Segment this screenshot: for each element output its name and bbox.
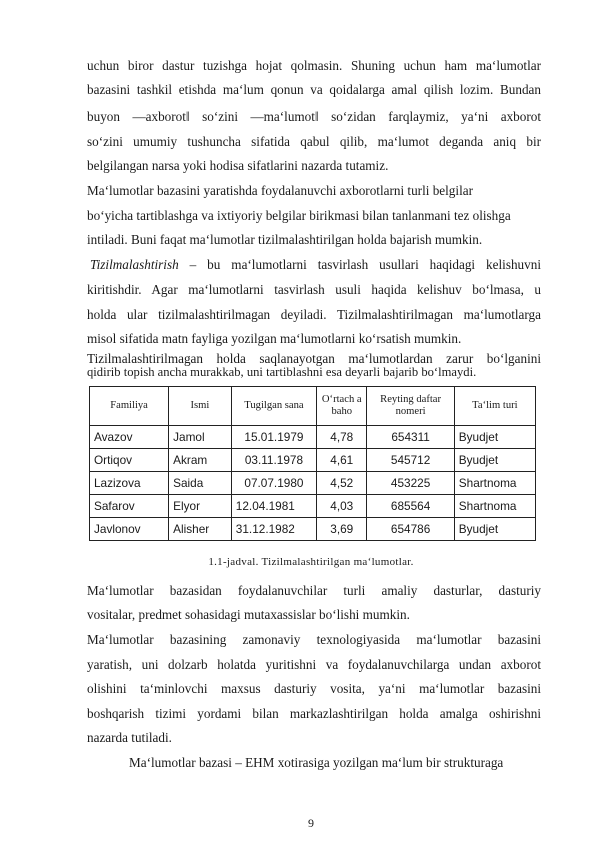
cell-sana: 15.01.1979 [231, 426, 316, 449]
cell-familiya: Avazov [90, 426, 169, 449]
p1-line-5: belgilangan narsa yoki hodisa sifatlarini nazarda tutamiz. [87, 158, 389, 173]
cell-reyting: 545712 [367, 449, 454, 472]
cell-talim: Byudjet [454, 426, 535, 449]
p1-line-3: buyon ―axborot‖ so‘zini ―ma‘lumot‖ so‘zidan farqlaymiz, ya‘ni axborot [87, 109, 541, 124]
p2-line-3: intiladi. Buni faqat ma‘lumotlar tizilmalashtirilgan holda bajarish mumkin. [87, 232, 483, 247]
table-row [90, 518, 536, 541]
header-reyting: Reyting daftar nomeri [367, 387, 454, 426]
table-row [90, 426, 536, 449]
cell-familiya: Ortiqov [90, 449, 169, 472]
cell-baho: 4,61 [317, 449, 367, 472]
term-tizilmalashtirish: Tizilmalashtirish [90, 257, 179, 272]
p1-line-2: bazasini tashkil etishda ma‘lum qonun va qoidalarga amal qilish lozim. Bundan [87, 82, 541, 97]
table-caption: 1.1-jadval. Tizilmalashtirilgan ma‘lumotlar. [208, 556, 414, 568]
cell-familiya: Safarov [90, 495, 169, 518]
p6-line-4: boshqarish tizimi yordami bilan markazlashtirilgan holda amalga oshirishni [87, 706, 541, 721]
cell-baho: 3,69 [317, 518, 367, 541]
cell-baho: 4,03 [317, 495, 367, 518]
header-ismi: Ismi [169, 387, 232, 426]
cell-baho: 4,78 [317, 426, 367, 449]
students-table [89, 386, 536, 541]
cell-talim: Byudjet [454, 449, 535, 472]
header-familiya: Familiya [90, 387, 169, 426]
p3-line-3: holda ular tizilmalashtirilmagan deyiladi. Tizilmalashtirilmagan ma‘lumotlarga [87, 307, 541, 322]
p6-line-1: Ma‘lumotlar bazasining zamonaviy texnologiyasida ma‘lumotlar bazasini [87, 632, 541, 647]
cell-familiya: Javlonov [90, 518, 169, 541]
p4-line-2: qidirib topish ancha murakkab, uni tartiblashni esa deyarli bajarib bo‘lmaydi. [87, 365, 477, 379]
p3-line-2: kiritishdir. Agar ma‘lumotlarni tasvirlash usuli haqida kelishuv bo‘lmasa, u [87, 282, 541, 297]
p3-line-1-rest: – bu ma‘lumotlarni tasvirlash usullari haqidagi kelishuvni [178, 257, 541, 272]
header-talim-turi: Ta‘lim turi [454, 387, 535, 426]
cell-ismi: Jamol [169, 426, 232, 449]
p3-line-1 [87, 255, 541, 275]
p2-line-1: Ma‘lumotlar bazasini yaratishda foydalanuvchi axborotlarni turli belgilar [87, 183, 473, 198]
page-number: 9 [308, 816, 314, 830]
cell-talim: Byudjet [454, 518, 535, 541]
cell-sana: 12.04.1981 [231, 495, 316, 518]
p3-line-4: misol sifatida matn fayliga yozilgan ma‘lumotlarni ko‘rsatish mumkin. [87, 331, 462, 346]
cell-ismi: Akram [169, 449, 232, 472]
p5-line-1: Ma‘lumotlar bazasidan foydalanuvchilar turli amaliy dasturlar, dasturiy [87, 583, 541, 598]
p4-line-1: Tizilmalashtirilmagan holda saqlanayotgan ma‘lumotlardan zarur bo‘lganini [87, 351, 541, 366]
cell-ismi: Elyor [169, 495, 232, 518]
header-ortacha-baho: O‘rtach a baho [317, 387, 367, 426]
p6-line-3: olishini ta‘minlovchi maxsus dasturiy vosita, ya‘ni ma‘lumotlar bazasini [87, 681, 541, 696]
p6-line-2: yaratish, uni dolzarb holatda yuritishni va foydalanuvchilarga undan axborot [87, 657, 541, 672]
p2-line-2: bo‘yicha tartiblashga va ixtiyoriy belgilar birikmasi bilan tanlanmani tez olishga [87, 208, 511, 223]
cell-sana: 07.07.1980 [231, 472, 316, 495]
table-row [90, 449, 536, 472]
cell-reyting: 453225 [367, 472, 454, 495]
p1-line-1: uchun biror dastur tuzishga hojat qolmasin. Shuning uchun ham ma‘lumotlar [87, 58, 541, 73]
p7-line-1: Ma‘lumotlar bazasi – EHM xotirasiga yozilgan ma‘lum bir strukturaga [129, 755, 504, 770]
cell-sana: 31.12.1982 [231, 518, 316, 541]
cell-talim: Shartnoma [454, 495, 535, 518]
header-tugilgan-sana: Tugilgan sana [231, 387, 316, 426]
p1-line-4: so‘zini umumiy tushuncha sifatida qabul qilib, ma‘lumot deganda aniq bir [87, 134, 541, 149]
cell-reyting: 654311 [367, 426, 454, 449]
cell-reyting: 685564 [367, 495, 454, 518]
table-header-row [90, 387, 536, 426]
cell-reyting: 654786 [367, 518, 454, 541]
table-row [90, 495, 536, 518]
cell-ismi: Saida [169, 472, 232, 495]
table-row [90, 472, 536, 495]
cell-familiya: Lazizova [90, 472, 169, 495]
cell-talim: Shartnoma [454, 472, 535, 495]
p5-line-2: vositalar, predmet sohasidagi mutaxassislar bo‘lishi mumkin. [87, 607, 410, 622]
cell-baho: 4,52 [317, 472, 367, 495]
cell-ismi: Alisher [169, 518, 232, 541]
p6-line-5: nazarda tutiladi. [87, 730, 172, 745]
cell-sana: 03.11.1978 [231, 449, 316, 472]
